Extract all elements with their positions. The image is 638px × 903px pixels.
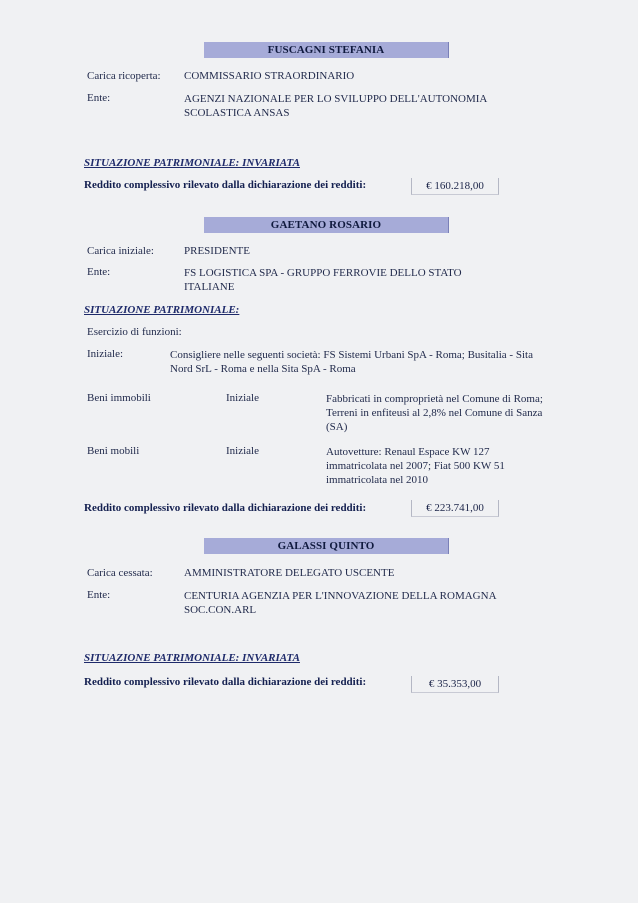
situazione-patrimoniale: SITUAZIONE PATRIMONIALE: INVARIATA xyxy=(84,157,300,169)
beni-type: Beni mobili xyxy=(87,445,140,457)
ente-value: CENTURIA AGENZIA PER L'INNOVAZIONE DELLA ROMAGNA SOC.CON.ARL xyxy=(184,590,496,616)
ente-label: Ente: xyxy=(87,92,111,104)
situazione-patrimoniale: SITUAZIONE PATRIMONIALE: xyxy=(84,304,240,316)
reddito-value: € 160.218,00 xyxy=(411,178,499,195)
role-label: Carica cessata: xyxy=(87,567,153,579)
role-value: PRESIDENTE xyxy=(184,245,250,257)
role-label: Carica ricoperta: xyxy=(87,70,161,82)
ente-value: FS LOGISTICA SPA - GRUPPO FERROVIE DELLO STATO ITALIANE xyxy=(184,267,462,293)
iniziale-value: Consigliere nelle seguenti società: FS Sistemi Urbani SpA - Roma; Busitalia - Sita Nord SrL - Roma e nella Sita SpA - Roma xyxy=(170,349,533,375)
reddito-label: Reddito complessivo rilevato dalla dichiarazione dei redditi: xyxy=(84,502,367,514)
role-label: Carica iniziale: xyxy=(87,245,154,257)
reddito-value: € 35.353,00 xyxy=(411,676,499,693)
role-value: AMMINISTRATORE DELEGATO USCENTE xyxy=(184,567,395,579)
beni-status: Iniziale xyxy=(226,445,259,457)
beni-type: Beni immobili xyxy=(87,392,151,404)
esercizio-label: Esercizio di funzioni: xyxy=(87,326,182,338)
reddito-value: € 223.741,00 xyxy=(411,500,499,517)
beni-description: Fabbricati in comproprietà nel Comune di Roma; Terreni in enfiteusi al 2,8% nel Comune di Sanza (SA) xyxy=(326,393,543,433)
ente-value: AGENZI NAZIONALE PER LO SVILUPPO DELL'AUTONOMIA SCOLASTICA ANSAS xyxy=(184,93,487,119)
role-value: COMMISSARIO STRAORDINARIO xyxy=(184,70,355,82)
ente-label: Ente: xyxy=(87,266,111,278)
reddito-label: Reddito complessivo rilevato dalla dichiarazione dei redditi: xyxy=(84,179,367,191)
person-name-header: FUSCAGNI STEFANIA xyxy=(204,42,449,58)
ente-label: Ente: xyxy=(87,589,111,601)
person-name-header: GAETANO ROSARIO xyxy=(204,217,449,233)
beni-description: Autovetture: Renaul Espace KW 127 immatricolata nel 2007; Fiat 500 KW 51 immatricolata nel 2010 xyxy=(326,446,505,486)
person-name-header: GALASSI QUINTO xyxy=(204,538,449,554)
beni-status: Iniziale xyxy=(226,392,259,404)
iniziale-label: Iniziale: xyxy=(87,348,124,360)
reddito-label: Reddito complessivo rilevato dalla dichiarazione dei redditi: xyxy=(84,676,367,688)
situazione-patrimoniale: SITUAZIONE PATRIMONIALE: INVARIATA xyxy=(84,652,300,664)
